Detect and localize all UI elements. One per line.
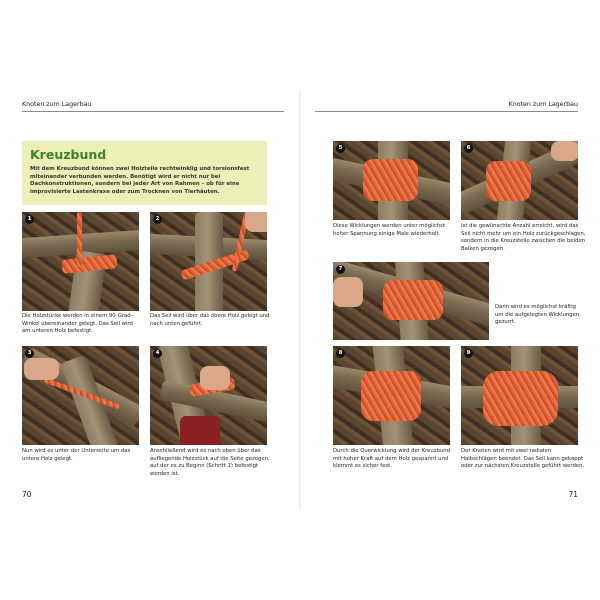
step-3-badge: 3	[25, 349, 34, 358]
step-6-badge: 6	[464, 144, 473, 153]
step-1-photo	[22, 212, 139, 311]
step-3-photo	[22, 346, 139, 445]
right-page	[301, 0, 600, 600]
step-2-badge: 2	[153, 215, 162, 224]
step-1-badge: 1	[25, 215, 34, 224]
intro-text: Mit dem Kreuzbund können zwei Holzteile rechtwinklig und torsionsfest miteinander verbunden werden. Benötigt wird er nicht nur bei Dachkonstruktionen, sondern bei jeder Art von Rahmen – ob für eine improvisierte Lastenkraxe oder zum Trocknen von Tierhäuten.	[30, 166, 250, 195]
page-number: 70	[22, 490, 32, 499]
step-7-badge: 7	[336, 265, 345, 274]
running-head: Knoten zum Lagerbau	[508, 101, 578, 108]
step-2-photo	[150, 212, 267, 311]
step-7-caption: Dann wird es möglichst kräftig um die aufgelegten Wicklungen gezurrt.	[495, 304, 580, 326]
step-6-photo	[461, 141, 578, 220]
step-7-photo	[333, 262, 489, 340]
step-3-caption: Nun wird es unter der Unterseite um das untere Holz gelegt.	[22, 448, 131, 462]
step-9-photo	[461, 346, 578, 445]
running-head: Knoten zum Lagerbau	[22, 101, 92, 108]
step-5-badge: 5	[336, 144, 345, 153]
step-8-photo	[333, 346, 450, 445]
step-1-caption: Die Holzstücke werden in einem 90-Grad-Winkel übereinander gelegt. Das Seil wird am unteren Holz befestigt.	[22, 313, 133, 335]
step-4-badge: 4	[153, 349, 162, 358]
step-4-photo	[150, 346, 267, 445]
header-rule	[315, 111, 578, 112]
page-number: 71	[568, 490, 578, 499]
header-rule	[22, 111, 284, 112]
step-2-caption: Das Seil wird über das obere Holz gelegt und nach unten geführt.	[150, 313, 270, 327]
step-8-badge: 8	[336, 349, 345, 358]
step-9-badge: 9	[464, 349, 473, 358]
left-page	[0, 0, 299, 600]
step-4-caption: Anschließend wird es nach oben über das aufliegende Holzstück auf die Seite gezogen, auf der es zu Beginn (Schritt 1) befestigt worden ist.	[150, 448, 270, 477]
step-5-caption: Diese Wicklungen werden unter möglichst hoher Spannung einige Male wiederholt.	[333, 223, 445, 237]
step-6-caption: Ist die gewünschte Anzahl erreicht, wird das Seil nicht mehr um ein Holz zurückgeschlagen, sondern in die Kreuzstelle zwischen die beiden Balken gezogen.	[461, 223, 586, 252]
step-5-photo	[333, 141, 450, 220]
section-title: Kreuzbund	[30, 147, 107, 162]
step-8-caption: Durch die Querwicklung wird der Kreuzbund mit hoher Kraft auf dem Holz gespannt und klemmt es sicher fest.	[333, 448, 450, 470]
step-9-caption: Der Knoten wird mit zwei radialen Halbschlägen beendet. Das Seil kann gekappt oder zur nächsten Kreuzstelle geführt werden.	[461, 448, 585, 470]
intro-box	[22, 141, 267, 205]
